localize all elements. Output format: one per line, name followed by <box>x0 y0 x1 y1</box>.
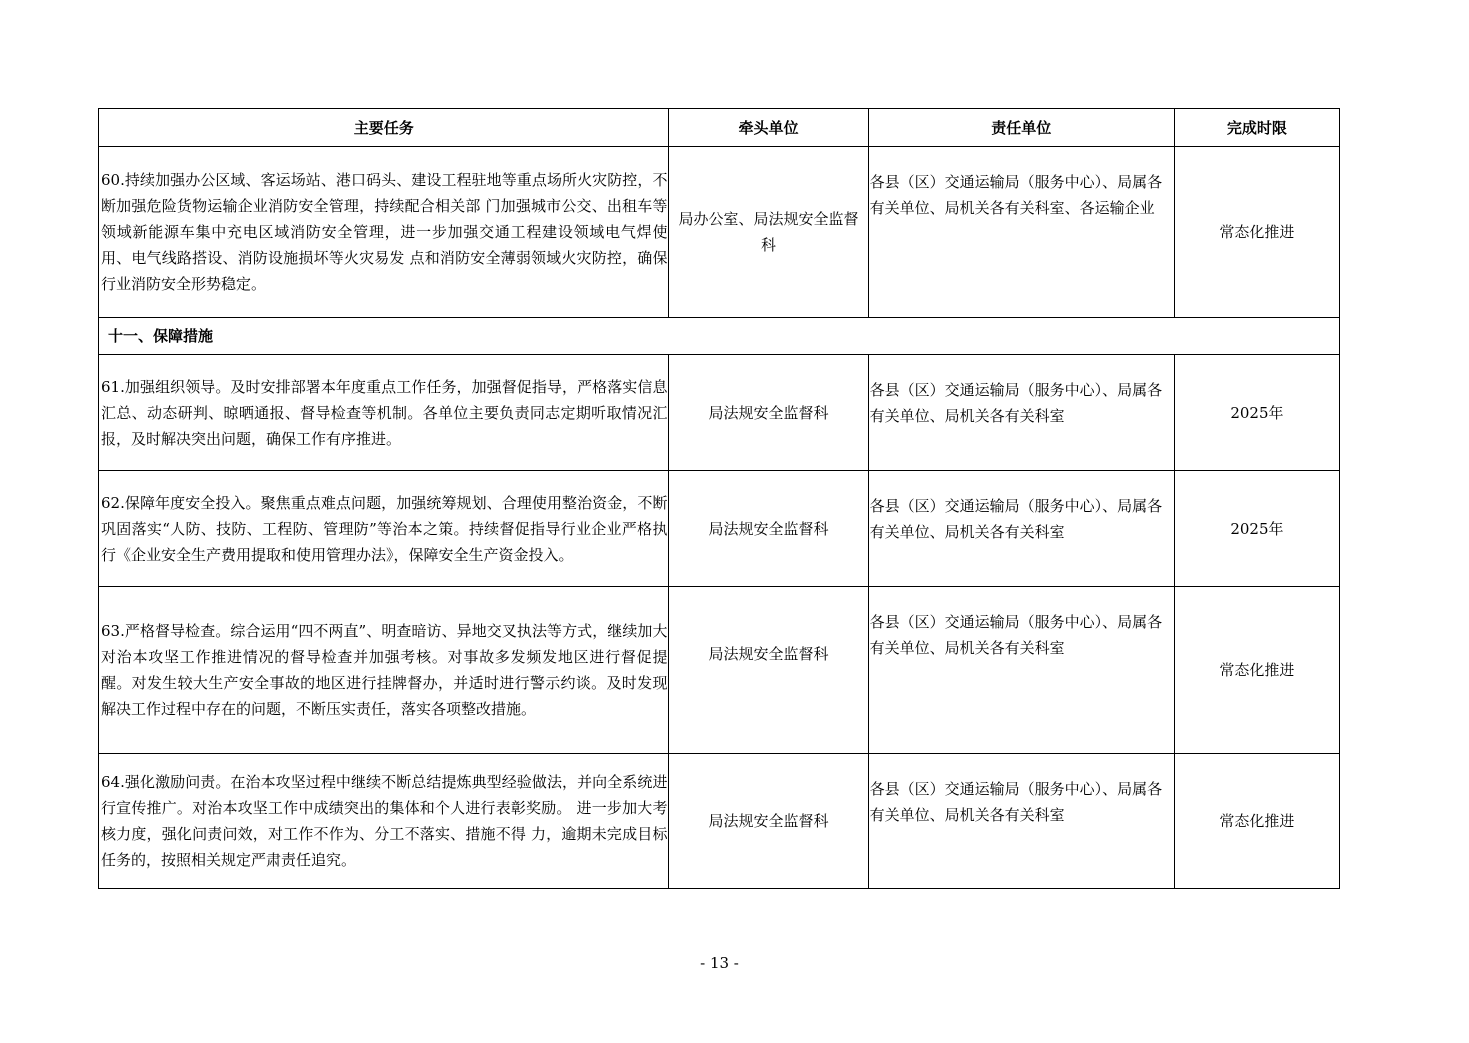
table-row <box>99 587 1340 754</box>
lead-unit-cell: 局法规安全监督科 <box>669 355 868 471</box>
responsible-unit-cell: 各县（区）交通运输局（服务中心）、局属各有关单位、局机关各有关科室 <box>868 587 1174 754</box>
task-cell: 61.加强组织领导。及时安排部署本年度重点工作任务，加强督促指导，严格落实信息汇总、动态研判、晾晒通报、督导检查等机制。各单位主要负责同志定期听取情况汇报，及时解决突出问题，确保工作有序推进。 <box>99 355 669 471</box>
task-table <box>98 108 1340 889</box>
deadline-cell: 常态化推进 <box>1174 587 1339 754</box>
page-number: - 13 - <box>700 954 739 972</box>
table-header-row <box>99 109 1340 147</box>
header-lead-unit: 牵头单位 <box>669 109 868 147</box>
responsible-unit-cell: 各县（区）交通运输局（服务中心）、局属各有关单位、局机关各有关科室 <box>868 754 1174 889</box>
header-responsible-unit: 责任单位 <box>868 109 1174 147</box>
responsible-unit-cell: 各县（区）交通运输局（服务中心）、局属各有关单位、局机关各有关科室、各运输企业 <box>868 147 1174 318</box>
table-row <box>99 471 1340 587</box>
section-title: 十一、保障措施 <box>99 318 1340 355</box>
lead-unit-cell: 局法规安全监督科 <box>669 587 868 754</box>
table-row <box>99 754 1340 889</box>
lead-unit-cell: 局法规安全监督科 <box>669 471 868 587</box>
deadline-cell: 2025年 <box>1174 471 1339 587</box>
responsible-unit-cell: 各县（区）交通运输局（服务中心）、局属各有关单位、局机关各有关科室 <box>868 471 1174 587</box>
deadline-cell: 常态化推进 <box>1174 147 1339 318</box>
lead-unit-cell: 局办公室、局法规安全监督科 <box>669 147 868 318</box>
section-heading-row <box>99 318 1340 355</box>
task-cell: 60.持续加强办公区域、客运场站、港口码头、建设工程驻地等重点场所火灾防控，不断加强危险货物运输企业消防安全管理，持续配合相关部 门加强城市公交、出租车等领域新能源车集中充电区域消防安全管理，进一步加强交通工程建设领域电气焊使用、电气线路搭设、消防设施损坏等火灾易发 点和消防安全薄弱领域火灾防控，确保行业消防安全形势稳定。 <box>99 147 669 318</box>
task-cell: 64.强化激励问责。在治本攻坚过程中继续不断总结提炼典型经验做法，并向全系统进行宣传推广。对治本攻坚工作中成绩突出的集体和个人进行表彰奖励。 进一步加大考核力度，强化问责问效，对工作不作为、分工不落实、措施不得 力，逾期未完成目标任务的，按照相关规定严肃责任追究。 <box>99 754 669 889</box>
deadline-cell: 常态化推进 <box>1174 754 1339 889</box>
header-task: 主要任务 <box>99 109 669 147</box>
table-row <box>99 355 1340 471</box>
task-cell: 62.保障年度安全投入。聚焦重点难点问题，加强统筹规划、合理使用整治资金，不断巩固落实“人防、技防、工程防、管理防”等治本之策。持续督促指导行业企业严格执行《企业安全生产费用提取和使用管理办法》，保障安全生产资金投入。 <box>99 471 669 587</box>
header-deadline: 完成时限 <box>1174 109 1339 147</box>
task-cell: 63.严格督导检查。综合运用“四不两直”、明查暗访、异地交叉执法等方式，继续加大对治本攻坚工作推进情况的督导检查并加强考核。对事故多发频发地区进行督促提醒。对发生较大生产安全事故的地区进行挂牌督办，并适时进行警示约谈。及时发现解决工作过程中存在的问题，不断压实责任，落实各项整改措施。 <box>99 587 669 754</box>
lead-unit-cell: 局法规安全监督科 <box>669 754 868 889</box>
responsible-unit-cell: 各县（区）交通运输局（服务中心）、局属各有关单位、局机关各有关科室 <box>868 355 1174 471</box>
table-row <box>99 147 1340 318</box>
deadline-cell: 2025年 <box>1174 355 1339 471</box>
